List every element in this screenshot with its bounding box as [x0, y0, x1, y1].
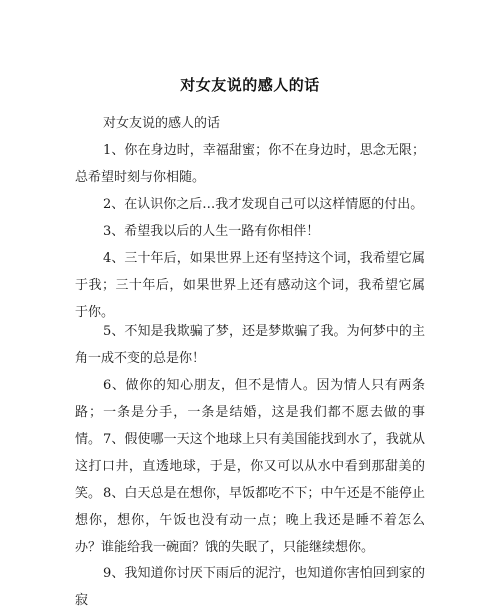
- paragraph-2: 2、在认识你之后…我才发现自己可以这样情愿的付出。: [103, 197, 424, 212]
- paragraph-9: 9、我知道你讨厌下雨后的泥泞，也知道你害怕回到家的寂: [75, 566, 425, 608]
- paragraph-subtitle: 对女友说的感人的话: [103, 116, 221, 131]
- paragraph-8: 8、白天总是在想你，早饭都吃不下；中午还是不能停止想你，想你，午饭也没有动一点；晚上我还是睡不着怎么办？谁能给我一碗面？饿的失眠了，只能继续想你。: [75, 486, 425, 555]
- document-title: 对女友说的感人的话: [180, 76, 320, 94]
- paragraph-5: 5、不知是我欺骗了梦，还是梦欺骗了我。为何梦中的主角一成不变的总是你！: [75, 324, 425, 366]
- paragraph-3: 3、希望我以后的人生一路有你相伴！: [103, 224, 320, 239]
- paragraph-7: 7、假使哪一天这个地球上只有美国能找到水了，我就从这打口井，直透地球，于是，你又可以从水中看到那甜美的笑。: [75, 432, 425, 501]
- paragraph-4: 4、三十年后，如果世界上还有坚持这个词，我希望它属于我；三十年后，如果世界上还有感动这个词，我希望它属于你。: [75, 251, 425, 320]
- paragraph-1: 1、你在身边时，幸福甜蜜；你不在身边时，思念无限；总希望时刻与你相随。: [75, 143, 425, 185]
- paragraph-6: 6、做你的知心朋友，但不是情人。因为情人只有两条路；一条是分手，一条是结婚，这是我们都不愿去做的事情。: [75, 378, 425, 447]
